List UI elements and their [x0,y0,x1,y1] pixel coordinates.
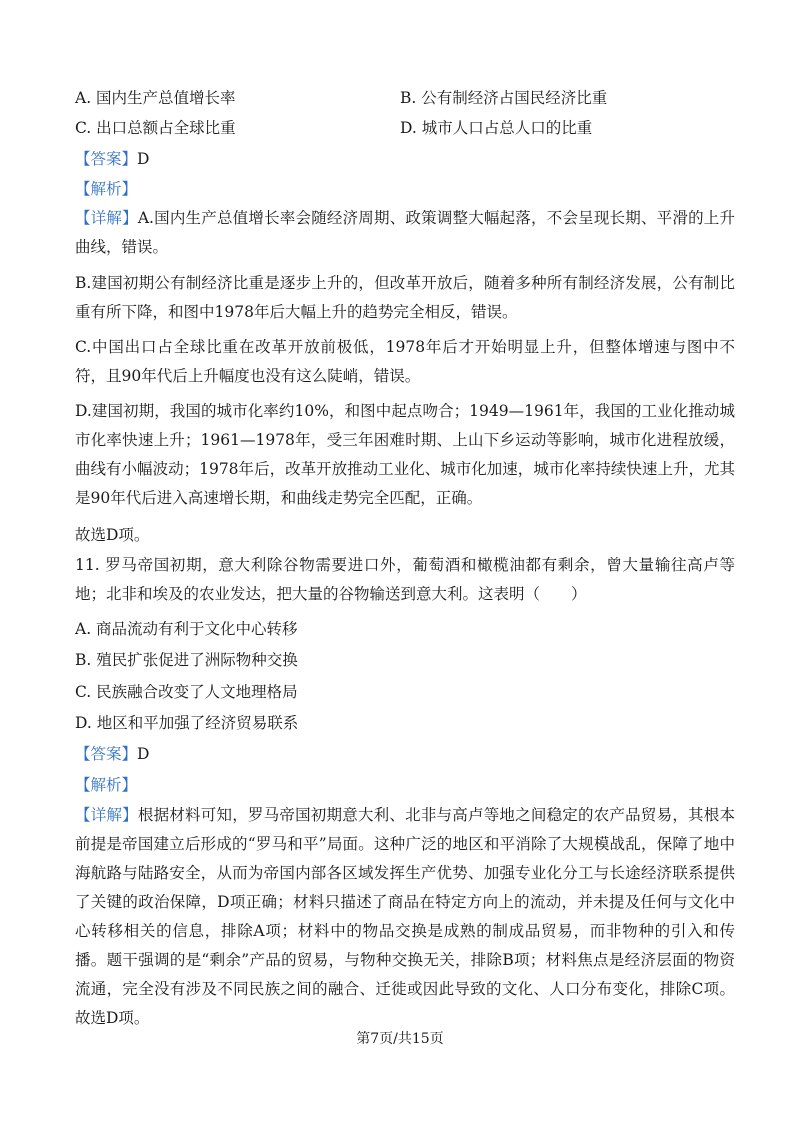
q11-answer: D [137,745,150,763]
q10-answer-line [75,149,735,169]
q11-option-c: C. 民族融合改变了人文地理格局 [75,683,298,701]
q10-detail-a [75,204,735,262]
q10-detail-b: B.建国初期公有制经济比重是逐步上升的，但改革开放后，随着多种所有制经济发展，公有制比重有所下降，和图中1978年后大幅上升的趋势完全相反，错误。 [75,274,735,321]
q10-option-d: D. 城市人口占总人口的比重 [400,119,593,137]
q11-option-d: D. 地区和平加强了经济贸易联系 [75,714,299,732]
q11-option-a: A. 商品流动有利于文化中心转移 [75,620,298,638]
q11-stem: 11. 罗马帝国初期，意大利除谷物需要进口外，葡萄酒和橄榄油都有剩余，曾大量输往高卢等地；北非和埃及的农业发达，把大量的谷物输送到意大利。这表明（ ） [75,556,735,603]
q11-option-b: B. 殖民扩张促进了洲际物种交换 [75,651,298,669]
q10-answer: D [137,150,150,168]
q11-analysis-tag: 【解析】 [75,776,138,794]
page-footer: 第7页/共15页 [356,1031,444,1047]
q10-option-c: C. 出口总额占全球比重 [75,119,236,137]
q10-analysis-line [75,179,735,199]
q11-answer-tag: 【答案】 [75,745,138,763]
q10-detail-a-text: A.国内生产总值增长率会随经济周期、政策调整大幅起落，不会呈现长期、平滑的上升曲线，错误。 [75,209,735,256]
q11-analysis-line [75,775,735,795]
q10-option-b: B. 公有制经济占国民经济比重 [400,89,608,107]
q11-detail-tag: 【详解】 [75,806,138,824]
q10-conclusion: 故选D项。 [75,526,150,544]
q10-detail-c: C.中国出口占全球比重在改革开放前极低，1978年后才开始明显上升，但整体增速与图中不符，且90年代后上升幅度也没有这么陡峭，错误。 [75,338,735,385]
q10-detail-d: D.建国初期，我国的城市化率约10%，和图中起点吻合；1949—1961年，我国的工业化推动城市化率快速上升；1961—1978年，受三年困难时期、上山下乡运动等影响，城市化进程放缓，曲线有小幅波动；1978年后，改革开放推动工业化、城市化加速，城市化率持续快速上升，尤其是90年代后进入高速增长期，和曲线走势完全匹配，正确。 [75,402,735,507]
q11-detail [75,801,735,1033]
q10-detail-tag: 【详解】 [75,209,138,227]
q10-answer-tag: 【答案】 [75,150,138,168]
q11-answer-line [75,744,735,764]
q11-detail-text: 根据材料可知，罗马帝国初期意大利、北非与高卢等地之间稳定的农产品贸易，其根本前提是帝国建立后形成的“罗马和平”局面。这种广泛的地区和平消除了大规模战乱，保障了地中海航路与陆路安全，从而为帝国内部各区域发挥生产优势、加强专业化分工与长途经济联系提供了关键的政治保障，D项正确；材料只描述了商品在特定方向上的流动，并未提及任何与文化中心转移相关的信息，排除A项；材料中的物品交换是成熟的制成品贸易，而非物种的引入和传播。题干强调的是“剩余”产品的贸易，与物种交换无关，排除B项；材料焦点是经济层面的物资流通，完全没有涉及不同民族之间的融合、迁徙或因此导致的文化、人口分布变化，排除C项。故选D项。 [75,806,735,1027]
q10-analysis-tag: 【解析】 [75,180,138,198]
q10-option-a: A. 国内生产总值增长率 [75,89,236,107]
